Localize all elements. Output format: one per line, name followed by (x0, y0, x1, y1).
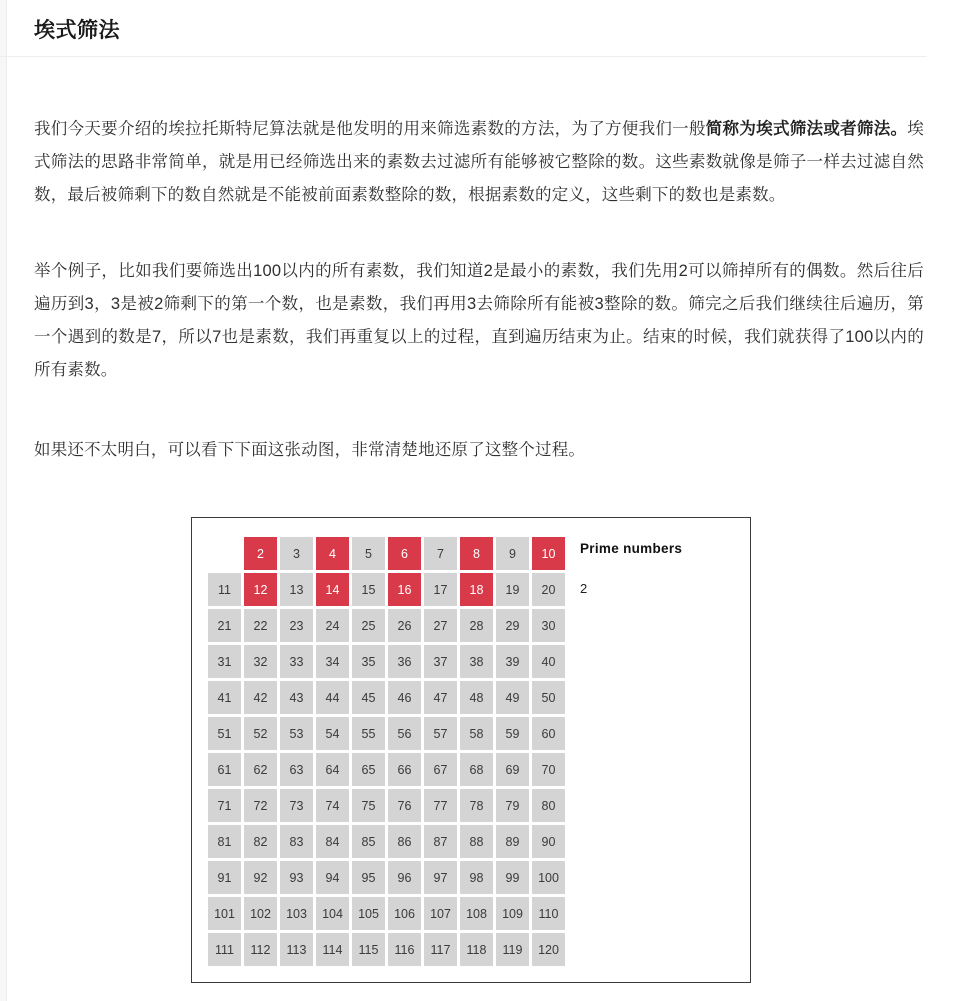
sieve-cell: 38 (459, 644, 494, 679)
paragraph-1 (34, 113, 924, 212)
sieve-cell: 13 (279, 572, 314, 607)
legend-title: Prime numbers (580, 541, 683, 556)
sieve-cell: 70 (531, 752, 566, 787)
sieve-cell: 89 (495, 824, 530, 859)
sieve-cell: 102 (243, 896, 278, 931)
document-content (34, 0, 924, 467)
sieve-cell: 86 (387, 824, 422, 859)
sieve-cell: 23 (279, 608, 314, 643)
sieve-cell: 62 (243, 752, 278, 787)
sieve-cell: 44 (315, 680, 350, 715)
sieve-cell: 107 (423, 896, 458, 931)
page-left-margin (0, 0, 7, 1001)
sieve-cell: 93 (279, 860, 314, 895)
paragraph-2 (34, 255, 924, 387)
sieve-cell: 94 (315, 860, 350, 895)
paragraph-3 (34, 434, 924, 467)
sieve-cell: 117 (423, 932, 458, 967)
sieve-cell: 105 (351, 896, 386, 931)
sieve-cell: 24 (315, 608, 350, 643)
sieve-cell: 61 (207, 752, 242, 787)
sieve-cell: 72 (243, 788, 278, 823)
sieve-cell: 20 (531, 572, 566, 607)
sieve-cell: 36 (387, 644, 422, 679)
sieve-cell: 11 (207, 572, 242, 607)
sieve-cell: 57 (423, 716, 458, 751)
sieve-cell: 63 (279, 752, 314, 787)
sieve-cell: 112 (243, 932, 278, 967)
sieve-cell: 15 (351, 572, 386, 607)
paragraph-1-run-1: 我们今天要介绍的埃拉托斯特尼算法就是他发明的用来筛选素数的方法，为了方便我们一般 (34, 120, 706, 138)
sieve-cell: 54 (315, 716, 350, 751)
sieve-cell: 116 (387, 932, 422, 967)
sieve-cell: 88 (459, 824, 494, 859)
sieve-cell: 10 (531, 536, 566, 571)
sieve-cell: 25 (351, 608, 386, 643)
sieve-cell: 74 (315, 788, 350, 823)
sieve-cell: 71 (207, 788, 242, 823)
sieve-cell: 80 (531, 788, 566, 823)
paragraph-1-run-2: 简称为埃式筛法或者筛法。 (705, 120, 908, 138)
sieve-cell: 96 (387, 860, 422, 895)
sieve-cell: 22 (243, 608, 278, 643)
sieve-cell: 79 (495, 788, 530, 823)
sieve-cell: 55 (351, 716, 386, 751)
sieve-cell: 68 (459, 752, 494, 787)
page-title: 埃式筛法 (34, 19, 120, 42)
sieve-cell: 50 (531, 680, 566, 715)
sieve-cell: 45 (351, 680, 386, 715)
sieve-cell: 12 (243, 572, 278, 607)
sieve-cell: 84 (315, 824, 350, 859)
sieve-cell: 28 (459, 608, 494, 643)
sieve-cell: 39 (495, 644, 530, 679)
sieve-cell: 27 (423, 608, 458, 643)
sieve-cell: 31 (207, 644, 242, 679)
sieve-cell: 101 (207, 896, 242, 931)
paragraph-2-run-1: 举个例子，比如我们要筛选出100以内的所有素数，我们知道2是最小的素数，我们先用2可以筛掉所有的偶数。然后往后遍历到3，3是被2筛剩下的第一个数，也是素数，我们再用3去筛除所有能被3整除的数。筛完之后我们继续往后遍历，第一个遇到的数是7，所以7也是素数，我们再重复以上的过程，直到遍历结束为止。结束的时候，我们就获得了100以内的所有素数。 (34, 262, 924, 379)
sieve-cell: 81 (207, 824, 242, 859)
sieve-cell: 5 (351, 536, 386, 571)
sieve-cell: 76 (387, 788, 422, 823)
sieve-cell: 113 (279, 932, 314, 967)
sieve-cell: 90 (531, 824, 566, 859)
sieve-cell: 120 (531, 932, 566, 967)
sieve-cell: 37 (423, 644, 458, 679)
sieve-cell: 104 (315, 896, 350, 931)
sieve-cell: 67 (423, 752, 458, 787)
sieve-cell: 97 (423, 860, 458, 895)
sieve-cell: 9 (495, 536, 530, 571)
sieve-cell: 115 (351, 932, 386, 967)
sieve-cell: 111 (207, 932, 242, 967)
paragraph-1-run-3: 埃式筛法的思路非常简单，就是用已经筛选出来的素数去过滤所有能够被它整除的数。这些素数就像是筛子一样去过滤自然数，最后被筛剩下的数自然就是不能被前面素数整除的数，根据素数的定义，这些剩下的数也是素数。 (34, 120, 924, 204)
sieve-cell: 118 (459, 932, 494, 967)
sieve-cell: 64 (315, 752, 350, 787)
sieve-cell: 34 (315, 644, 350, 679)
sieve-cell: 91 (207, 860, 242, 895)
sieve-cell: 29 (495, 608, 530, 643)
sieve-cell: 99 (495, 860, 530, 895)
sieve-cell-empty (207, 536, 242, 571)
sieve-cell: 66 (387, 752, 422, 787)
sieve-cell: 110 (531, 896, 566, 931)
sieve-cell: 51 (207, 716, 242, 751)
sieve-cell: 46 (387, 680, 422, 715)
sieve-cell: 52 (243, 716, 278, 751)
sieve-cell: 48 (459, 680, 494, 715)
sieve-cell: 4 (315, 536, 350, 571)
sieve-cell: 83 (279, 824, 314, 859)
sieve-cell: 35 (351, 644, 386, 679)
legend-prime-item: 2 (580, 581, 588, 596)
sieve-figure (191, 517, 751, 983)
sieve-cell: 18 (459, 572, 494, 607)
sieve-cell: 77 (423, 788, 458, 823)
sieve-cell: 30 (531, 608, 566, 643)
sieve-cell: 33 (279, 644, 314, 679)
sieve-cell: 103 (279, 896, 314, 931)
sieve-cell: 14 (315, 572, 350, 607)
sieve-cell: 21 (207, 608, 242, 643)
sieve-cell: 59 (495, 716, 530, 751)
sieve-cell: 78 (459, 788, 494, 823)
sieve-cell: 43 (279, 680, 314, 715)
sieve-cell: 3 (279, 536, 314, 571)
sieve-cell: 32 (243, 644, 278, 679)
sieve-cell: 53 (279, 716, 314, 751)
sieve-cell: 92 (243, 860, 278, 895)
sieve-grid (207, 536, 566, 967)
legend-prime-list (580, 578, 587, 600)
sieve-cell: 65 (351, 752, 386, 787)
sieve-cell: 82 (243, 824, 278, 859)
sieve-cell: 75 (351, 788, 386, 823)
title-divider (0, 56, 927, 57)
sieve-cell: 42 (243, 680, 278, 715)
sieve-cell: 17 (423, 572, 458, 607)
sieve-cell: 19 (495, 572, 530, 607)
sieve-cell: 7 (423, 536, 458, 571)
sieve-cell: 26 (387, 608, 422, 643)
sieve-cell: 60 (531, 716, 566, 751)
sieve-cell: 6 (387, 536, 422, 571)
sieve-cell: 49 (495, 680, 530, 715)
sieve-cell: 8 (459, 536, 494, 571)
sieve-cell: 41 (207, 680, 242, 715)
sieve-cell: 119 (495, 932, 530, 967)
sieve-cell: 95 (351, 860, 386, 895)
sieve-cell: 85 (351, 824, 386, 859)
sieve-cell: 56 (387, 716, 422, 751)
sieve-cell: 16 (387, 572, 422, 607)
sieve-cell: 69 (495, 752, 530, 787)
sieve-cell: 109 (495, 896, 530, 931)
sieve-cell: 58 (459, 716, 494, 751)
sieve-cell: 100 (531, 860, 566, 895)
sieve-cell: 98 (459, 860, 494, 895)
paragraph-3-run-1: 如果还不太明白，可以看下下面这张动图，非常清楚地还原了这整个过程。 (34, 441, 586, 459)
sieve-cell: 40 (531, 644, 566, 679)
sieve-cell: 47 (423, 680, 458, 715)
sieve-cell: 114 (315, 932, 350, 967)
sieve-cell: 73 (279, 788, 314, 823)
sieve-cell: 108 (459, 896, 494, 931)
sieve-cell: 2 (243, 536, 278, 571)
sieve-cell: 106 (387, 896, 422, 931)
sieve-cell: 87 (423, 824, 458, 859)
